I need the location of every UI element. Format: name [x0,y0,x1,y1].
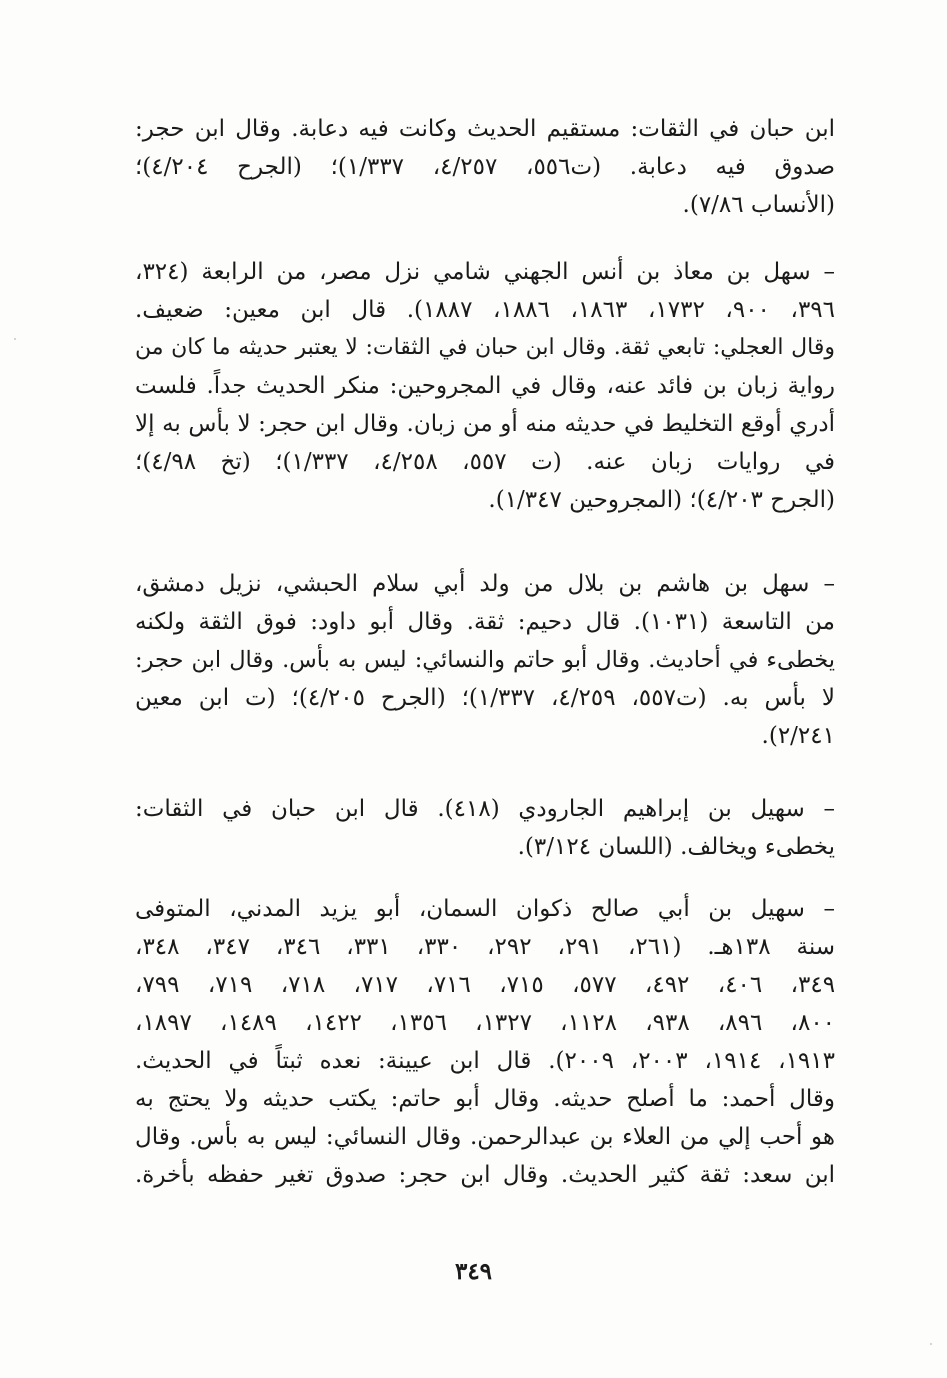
text-line: (الأنساب ٧/٨٦). [682,192,835,218]
text-line: ٣٤٩، ٤٠٦، ٤٩٢، ٥٧٧، ٧١٥، ٧١٦، ٧١٧، ٧١٨، ٧١٩، ٧٩٩، [135,972,836,998]
text-line: – سهل بن معاذ بن أنس الجهني شامي نزل مصر، من الرابعة (٣٢٤، [135,259,835,285]
text-line: ١٩١٣، ١٩١٤، ٢٠٠٣، ٢٠٠٩). قال ابن عيينة: نعده ثبتاً في الحديث. [135,1048,835,1074]
text-line: أدري أوقع التخليط في حديثه منه أو من زبان. وقال ابن حجر: لا بأس به إلا [135,411,835,437]
entry-sahl-ibn-muadh [135,253,835,519]
entry-continuation [135,110,835,224]
entry-sahl-ibn-hashim [135,565,835,755]
page-number: ٣٤٩ [454,1258,493,1285]
entry-suhail-ibn-abi-salih [135,890,835,1194]
text-line: لا بأس به. (ت٥٥٧، ٤/٢٥٩، ١/٣٣٧)؛ (الجرح ٤/٢٠٥)؛ (ت ابن معين [135,685,835,711]
text-line: – سهيل بن أبي صالح ذكوان السمان، أبو يزيد المدني، المتوفى [135,896,835,922]
text-line: يخطىء ويخالف. (اللسان ٣/١٢٤). [517,834,835,860]
text-line: من التاسعة (١٠٣١). قال دحيم: ثقة. وقال أبو داود: فوق الثقة ولكنه [135,609,835,635]
text-line: (الجرح ٤/٢٠٣)؛ (المجروحين ١/٣٤٧). [488,487,835,513]
text-line: ٣٩٦، ٩٠٠، ١٧٣٢، ١٨٦٣، ١٨٨٦، ١٨٨٧). قال ابن معين: ضعيف. [135,297,835,323]
text-line: – سهل بن هاشم بن بلال من ولد أبي سلام الحبشي، نزيل دمشق، [135,571,835,597]
text-line: هو أحب إلي من العلاء بن عبدالرحمن. وقال النسائي: ليس به بأس. وقال [135,1124,835,1150]
scan-speck [930,1343,932,1345]
text-line: رواية زبان بن فائد عنه، وقال في المجروحين: منكر الحديث جداً. فلست [135,373,835,399]
entry-suhail-ibn-ibrahim [135,790,835,866]
text-line: سنة ١٣٨هـ. (٢٦١، ٢٩١، ٢٩٢، ٣٣٠، ٣٣١، ٣٤٦، ٣٤٧، ٣٤٨، [135,934,836,960]
text-line: ابن حبان في الثقات: مستقيم الحديث وكانت فيه دعابة. وقال ابن حجر: [135,116,835,142]
text-line: ٨٠٠، ٨٩٦، ٩٣٨، ١١٢٨، ١٣٢٧، ١٣٥٦، ١٤٢٢، ١٤٨٩، ١٨٩٧، [135,1010,836,1036]
text-line: وقال العجلي: تابعي ثقة. وقال ابن حبان في الثقات: لا يعتبر حديثه ما كان من [135,335,835,360]
text-line: يخطىء في أحاديث. وقال أبو حاتم والنسائي: ليس به بأس. وقال ابن حجر: [135,647,835,673]
text-line: وقال أحمد: ما أصلح حديثه. وقال أبو حاتم: يكتب حديثه ولا يحتج به [135,1086,835,1112]
text-line: صدوق فيه دعابة. (ت٥٥٦، ٤/٢٥٧، ١/٣٣٧)؛ (الجرح ٤/٢٠٤)؛ [135,154,836,180]
text-line: – سهيل بن إبراهيم الجارودي (٤١٨). قال ابن حبان في الثقات: [135,796,835,822]
text-line: ٢/٢٤١). [761,723,835,749]
text-line: في روايات زبان عنه. (ت ٥٥٧، ٤/٢٥٨، ١/٣٣٧)؛ (تخ ٤/٩٨)؛ [135,449,836,475]
scan-speck [14,338,16,340]
text-line: ابن سعد: ثقة كثير الحديث. وقال ابن حجر: صدوق تغير حفظه بأخرة. [135,1162,835,1188]
